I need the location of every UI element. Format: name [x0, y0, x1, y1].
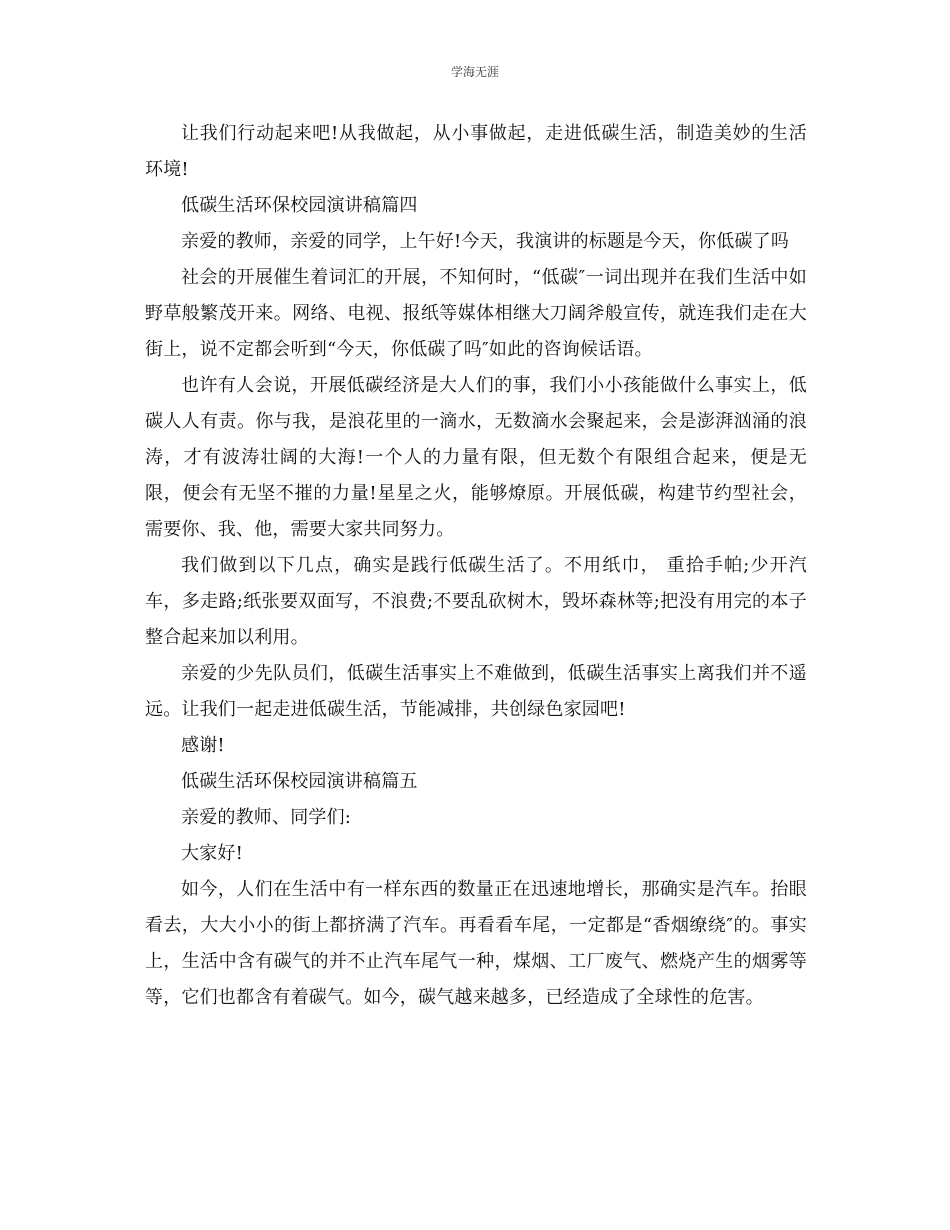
paragraph-practices: 我们做到以下几点，确实是践行低碳生活了。不用纸巾， 重拾手帕;少开汽车，多走路;纸张要双面写，不浪费;不要乱砍树木，毁坏森林等;把没有用完的本子整合起来加以利用。: [145, 555, 807, 648]
page-header: 学海无涯: [450, 65, 499, 79]
paragraph-responsibility: 也许有人会说，开展低碳经济是大人们的事，我们小小孩能做什么事实上，低碳人人有责。你与我，是浪花里的一滴水，无数滴水会聚起来，会是澎湃汹涌的浪涛，才有波涛壮阔的大海!一个人的力量有限，但无数个有限组合起来，便是无限，便会有无坚不摧的力量!星星之火，能够燎原。开展低碳，构建节约型社会，需要你、我、他，需要大家共同努力。: [145, 375, 807, 540]
section-heading-five: 低碳生活环保校园演讲稿篇五: [181, 771, 418, 792]
paragraph-cars: 如今，人们在生活中有一样东西的数量正在迅速地增长，那确实是汽车。抬眼看去，大大小小的街上都挤满了汽车。再看看车尾，一定都是“香烟缭绕″的。事实上，生活中含有碳气的并不止汽车尾气一种，煤烟、工厂废气、燃烧产生的烟雾等等，它们也都含有着碳气。如今，碳气越来越多，已经造成了全球性的危害。: [145, 879, 807, 1008]
document-body: [145, 116, 807, 1016]
paragraph-appeal: 亲爱的少先队员们，低碳生活事实上不难做到，低碳生活事实上离我们并不遥远。让我们一起走进低碳生活，节能减排，共创绿色家园吧!: [145, 663, 807, 720]
paragraph-greeting: 亲爱的教师，亲爱的同学，上午好!今天，我演讲的标题是今天，你低碳了吗: [181, 231, 790, 252]
paragraph-call-to-action: 让我们行动起来吧!从我做起，从小事做起，走进低碳生活，制造美妙的生活环境!: [145, 123, 807, 180]
paragraph-hello: 大家好!: [181, 843, 244, 864]
paragraph-thanks: 感谢!: [181, 735, 225, 756]
paragraph-society: 社会的开展催生着词汇的开展，不知何时，“低碳″一词出现并在我们生活中如野草般繁茂开来。网络、电视、报纸等媒体相继大刀阔斧般宣传，就连我们走在大街上，说不定都会听到“今天，你低碳了吗″如此的咨询候话语。: [145, 267, 807, 360]
paragraph-salutation: 亲爱的教师、同学们:: [181, 807, 352, 828]
section-heading-four: 低碳生活环保校园演讲稿篇四: [181, 195, 418, 216]
